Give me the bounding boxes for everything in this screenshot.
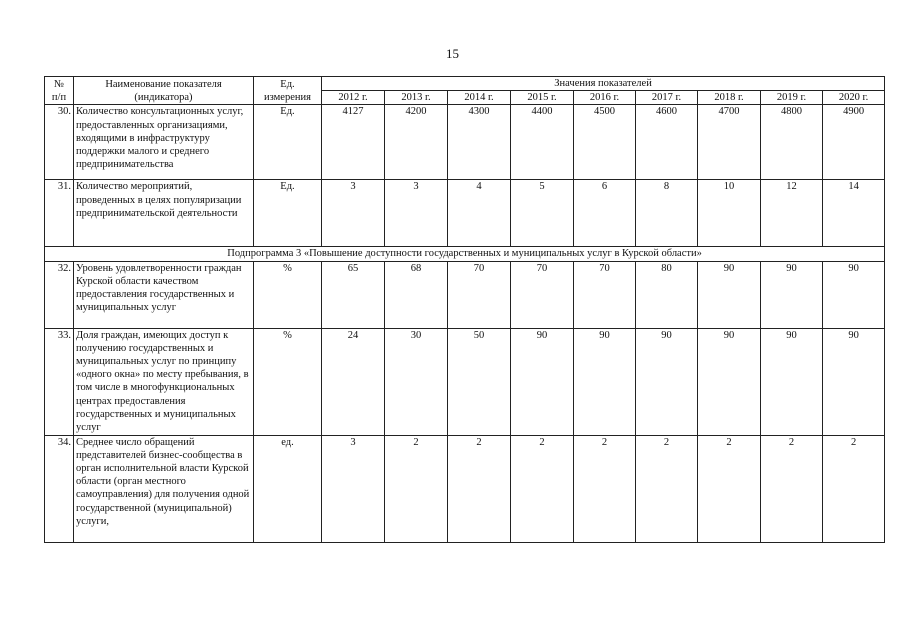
header-unit (254, 77, 322, 105)
value-cell: 90 (636, 328, 698, 435)
header-unit-line1: Ед. (280, 78, 295, 90)
row-number: 33. (45, 328, 74, 435)
header-num-line1: № (53, 78, 65, 90)
value-cell: 4127 (322, 105, 385, 180)
value-cell: 4900 (823, 105, 885, 180)
table-row (45, 435, 885, 542)
value-cell: 70 (448, 261, 511, 328)
value-cell: 90 (511, 328, 574, 435)
value-cell: 68 (385, 261, 448, 328)
value-cell: 2 (574, 435, 636, 542)
header-unit-line2: измерения (264, 91, 311, 103)
value-cell: 90 (823, 261, 885, 328)
value-cell: 90 (823, 328, 885, 435)
value-cell: 70 (511, 261, 574, 328)
value-cell: 8 (636, 180, 698, 247)
value-cell: 90 (574, 328, 636, 435)
value-cell: 2 (636, 435, 698, 542)
header-year: 2013 г. (385, 91, 448, 105)
header-values-group: Значения показателей (322, 77, 885, 91)
value-cell: 3 (322, 180, 385, 247)
value-cell: 5 (511, 180, 574, 247)
indicator-name: Уровень удовлетворенности граждан Курской области качеством предоставления государственных и муниципальных услуг (74, 261, 254, 328)
value-cell: 4600 (636, 105, 698, 180)
value-cell: 2 (761, 435, 823, 542)
value-cell: 4400 (511, 105, 574, 180)
header-year: 2016 г. (574, 91, 636, 105)
value-cell: 3 (322, 435, 385, 542)
header-year: 2015 г. (511, 91, 574, 105)
value-cell: 2 (823, 435, 885, 542)
table-row (45, 328, 885, 435)
header-year: 2014 г. (448, 91, 511, 105)
value-cell: 4800 (761, 105, 823, 180)
subprogram-title: Подпрограмма 3 «Повышение доступности государственных и муниципальных услуг в Курской области» (45, 247, 885, 261)
value-cell: 90 (761, 328, 823, 435)
unit-cell: Ед. (254, 180, 322, 247)
value-cell: 2 (698, 435, 761, 542)
value-cell: 3 (385, 180, 448, 247)
value-cell: 10 (698, 180, 761, 247)
value-cell: 70 (574, 261, 636, 328)
value-cell: 2 (511, 435, 574, 542)
value-cell: 4200 (385, 105, 448, 180)
value-cell: 6 (574, 180, 636, 247)
value-cell: 4700 (698, 105, 761, 180)
indicator-name: Количество консультационных услуг, предоставленных организациями, входящими в инфраструктуру поддержки малого и среднего предпринимательства (74, 105, 254, 180)
value-cell: 4 (448, 180, 511, 247)
header-year: 2020 г. (823, 91, 885, 105)
indicator-name: Количество мероприятий, проведенных в целях популяризации предпринимательской деятельности (74, 180, 254, 247)
value-cell: 14 (823, 180, 885, 247)
value-cell: 90 (761, 261, 823, 328)
table-row (45, 180, 885, 247)
indicators-table (44, 76, 885, 543)
unit-cell: % (254, 261, 322, 328)
indicator-name: Доля граждан, имеющих доступ к получению государственных и муниципальных услуг по принципу «одного окна» по месту пребывания, в том числе в многофункциональных центрах предоставления государственных и муниципальных услуг (74, 328, 254, 435)
unit-cell: ед. (254, 435, 322, 542)
value-cell: 30 (385, 328, 448, 435)
value-cell: 12 (761, 180, 823, 247)
unit-cell: Ед. (254, 105, 322, 180)
table-row (45, 105, 885, 180)
value-cell: 90 (698, 328, 761, 435)
indicator-name: Среднее число обращений представителей бизнес-сообщества в орган исполнительной власти Курской области (орган местного самоуправления) для получения одной государственной (муниципальной) услуги, (74, 435, 254, 542)
header-name-line1: Наименование показателя (105, 78, 222, 90)
header-year: 2012 г. (322, 91, 385, 105)
header-num (45, 77, 74, 105)
row-number: 32. (45, 261, 74, 328)
row-number: 31. (45, 180, 74, 247)
unit-cell: % (254, 328, 322, 435)
subprogram-row (45, 247, 885, 261)
value-cell: 4300 (448, 105, 511, 180)
header-name-line2: (индикатора) (134, 91, 193, 103)
row-number: 34. (45, 435, 74, 542)
header-name (74, 77, 254, 105)
value-cell: 80 (636, 261, 698, 328)
value-cell: 65 (322, 261, 385, 328)
page-number: 15 (446, 46, 459, 61)
header-year: 2018 г. (698, 91, 761, 105)
value-cell: 2 (448, 435, 511, 542)
header-num-line2: п/п (51, 91, 67, 103)
value-cell: 50 (448, 328, 511, 435)
header-row-1 (45, 77, 885, 91)
table-row (45, 261, 885, 328)
header-year: 2017 г. (636, 91, 698, 105)
value-cell: 24 (322, 328, 385, 435)
header-year: 2019 г. (761, 91, 823, 105)
row-number: 30. (45, 105, 74, 180)
value-cell: 2 (385, 435, 448, 542)
value-cell: 90 (698, 261, 761, 328)
value-cell: 4500 (574, 105, 636, 180)
